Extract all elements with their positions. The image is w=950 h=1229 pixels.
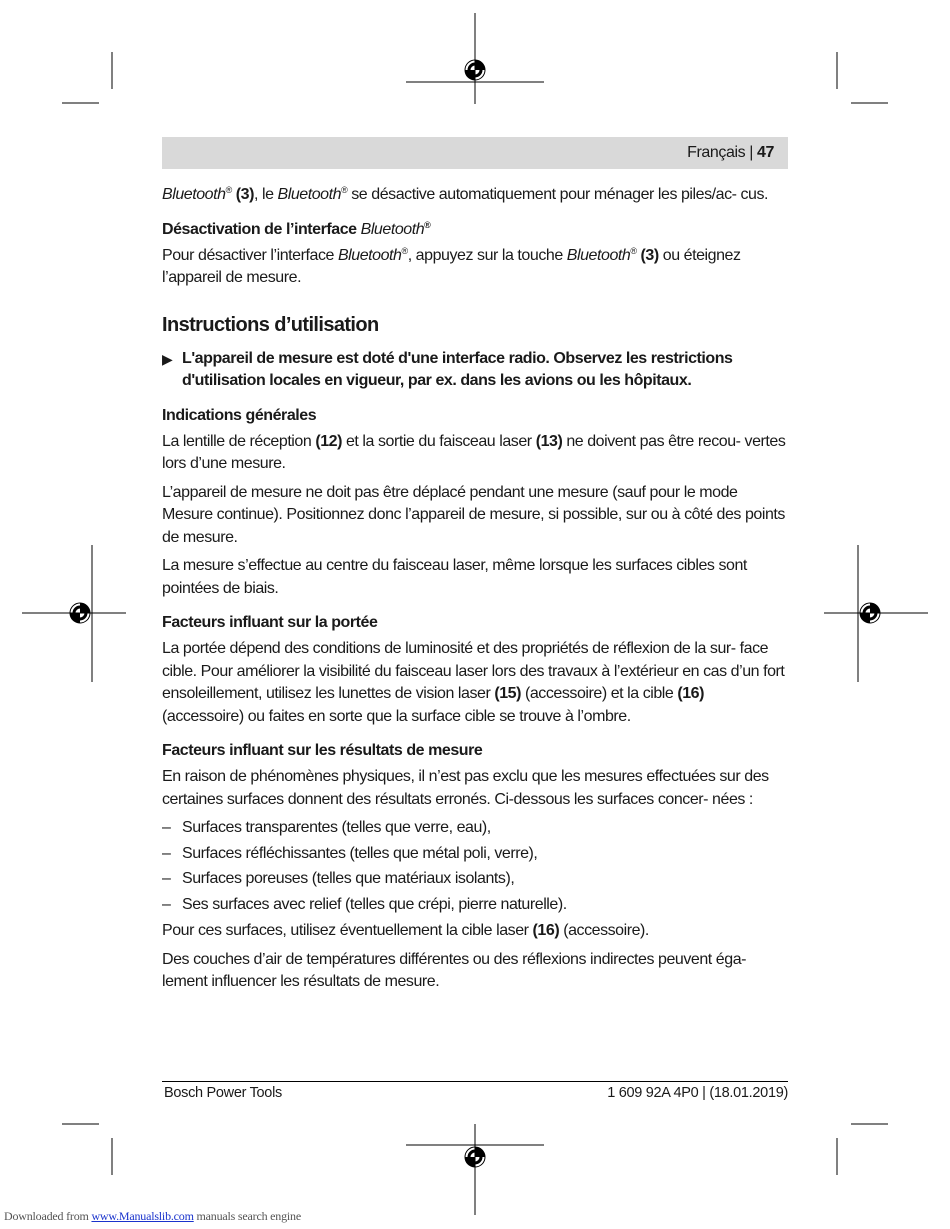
section-title: Français: [687, 144, 746, 161]
radio-warning: [162, 348, 788, 393]
manualslib-link[interactable]: www.Manualslib.com: [91, 1209, 194, 1223]
page-footer: [162, 1081, 788, 1101]
footer-docnum: 1 609 92A 4P0 | (18.01.2019): [607, 1085, 788, 1101]
general-heading: Indications générales: [162, 406, 317, 424]
results-paragraph-2: Pour ces surfaces, utilisez éventuellement la cible laser (16) (accessoire).: [162, 922, 649, 939]
page-number: 47: [757, 144, 774, 161]
instructions-title: Instructions d’utilisation: [162, 313, 379, 336]
surface-list: [162, 817, 788, 916]
deactivation-heading: Désactivation de l’interface Bluetooth®: [162, 219, 431, 238]
range-paragraph: La portée dépend des conditions de luminosité et des propriétés de réflexion de la sur- face cible. Pour améliorer la visibilité du faisceau laser lors des travaux à l’extérieur en cas d’un fort ensoleillement, utilisez les lunettes de vision laser (15) (accessoire) et la cible (16) (accessoire) ou faites en sorte que la surface cible se trouve à l’ombre.: [162, 640, 785, 725]
general-paragraph-1: La lentille de réception (12) et la sortie du faisceau laser (13) ne doivent pas être recou- vertes lors d’une mesure.: [162, 432, 786, 472]
intro-paragraph: Bluetooth® (3), le Bluetooth® se désactive automatiquement pour ménager les piles/ac- cus.: [162, 185, 769, 203]
deactivation-paragraph: Pour désactiver l’interface Bluetooth®, appuyez sur la touche Bluetooth® (3) ou éteignez l’appareil de mesure.: [162, 245, 741, 286]
warning-triangle-icon: ▶: [162, 350, 173, 367]
page-content: [162, 184, 788, 1000]
range-heading: Facteurs influant sur la portée: [162, 614, 378, 631]
list-item: – Surfaces poreuses (telles que matériaux isolants),: [162, 870, 515, 887]
general-paragraph-3: La mesure s’effectue au centre du faisceau laser, même lorsque les surfaces cibles sont pointées de biais.: [162, 557, 747, 597]
list-item: – Surfaces réfléchissantes (telles que métal poli, verre),: [162, 844, 538, 862]
results-heading: Facteurs influant sur les résultats de mesure: [162, 742, 483, 759]
download-note: Downloaded from www.Manualslib.com manuals search engine: [4, 1209, 301, 1223]
results-paragraph-1: En raison de phénomènes physiques, il n’est pas exclu que les mesures effectuées sur des certaines surfaces donnent des résultats erronés. Ci-dessous les surfaces concer- nées :: [162, 768, 769, 808]
page-header: [162, 137, 788, 169]
warning-text: L'appareil de mesure est doté d'une interface radio. Observez les restrictions d'utilisation locales en vigueur, par ex. dans les avions ou les hôpitaux.: [182, 349, 733, 389]
list-item: – Surfaces transparentes (telles que verre, eau),: [162, 819, 491, 836]
general-paragraph-2: L’appareil de mesure ne doit pas être déplacé pendant une mesure (sauf pour le mode Mesure continue). Positionnez donc l’appareil de mesure, si possible, sur ou à côté des points de mesure.: [162, 483, 785, 546]
header-separator: |: [749, 144, 753, 161]
results-paragraph-3: Des couches d’air de températures différentes ou des réflexions indirectes peuvent éga- lement influencer les résultats de mesure.: [162, 950, 747, 990]
list-item: – Ses surfaces avec relief (telles que crépi, pierre naturelle).: [162, 895, 567, 913]
footer-brand: Bosch Power Tools: [164, 1085, 282, 1101]
